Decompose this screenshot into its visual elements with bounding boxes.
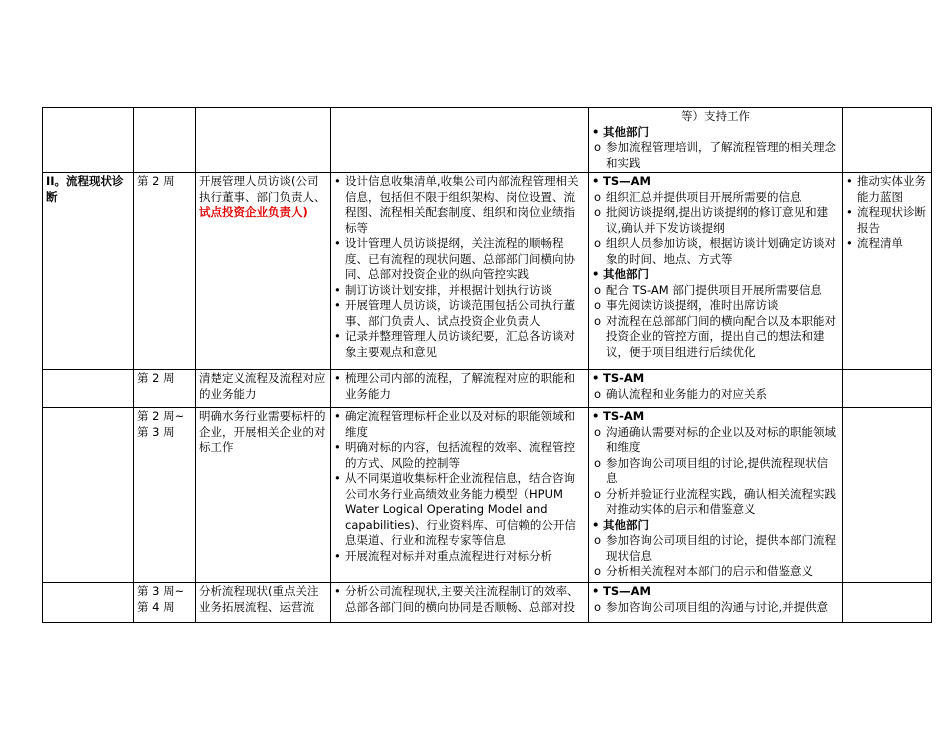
activities-cell <box>331 583 589 623</box>
task-highlight: 试点投资企业负责人) <box>199 205 308 219</box>
deliverable-cell <box>843 408 932 583</box>
deliverable-list <box>846 174 928 252</box>
group-title: • 其他部门 <box>592 125 839 141</box>
task-cell: 分析流程现状(重点关注业务拓展流程、运营流 <box>196 583 331 623</box>
list-item: • 开展流程对标并对重点流程进行对标分析 <box>334 549 585 565</box>
deliverable-cell <box>843 583 932 623</box>
week-cell: 第 3 周~第 4 周 <box>134 583 196 623</box>
activity-list <box>334 409 585 564</box>
phase-cell <box>43 370 134 408</box>
activity-list <box>334 371 585 402</box>
task-cell <box>196 108 331 173</box>
task-text: 开展管理人员访谈(公司执行董事、部门负责人、 <box>199 174 326 204</box>
list-item: o 事先阅读访谈提纲，准时出席访谈 <box>592 298 839 314</box>
list-item: • 分析公司流程现状,主要关注流程制订的效率、总部各部门间的横向协同是否顺畅、总部对投 <box>334 584 585 615</box>
responsibility-cell <box>589 173 843 370</box>
list-item: o 分析相关流程对本部门的启示和借鉴意义 <box>592 564 839 580</box>
group-items <box>592 533 839 580</box>
list-item: o 参加咨询公司项目组的讨论，提供本部门流程现状信息 <box>592 533 839 564</box>
activities-cell <box>331 408 589 583</box>
deliverable-cell <box>843 370 932 408</box>
phase-cell <box>43 583 134 623</box>
list-item: o 沟通确认需要对标的企业以及对标的职能领域和维度 <box>592 425 839 456</box>
table-row <box>43 408 932 583</box>
project-plan-table <box>42 107 932 623</box>
list-item: • 设计信息收集清单,收集公司内部流程管理相关信息，包括但不限于组织架构、岗位设置、流程图、流程相关配套制度、组织和岗位业绩指标等 <box>334 174 585 236</box>
group-title: • 其他部门 <box>592 267 839 283</box>
group-items <box>592 283 839 361</box>
list-item: o 参加咨询公司项目组的讨论,提供流程现状信息 <box>592 456 839 487</box>
group-items <box>592 600 839 616</box>
group-title: • TS-AM <box>592 409 839 425</box>
list-item: • 开展管理人员访谈，访谈范围包括公司执行董事、部门负责人、试点投资企业负责人 <box>334 298 585 329</box>
table-row <box>43 370 932 408</box>
list-item: o 参加咨询公司项目组的沟通与讨论,并提供意 <box>592 600 839 616</box>
group-title: • TS-AM <box>592 371 839 387</box>
week-cell <box>134 108 196 173</box>
table-row <box>43 108 932 173</box>
list-item: • 推动实体业务能力蓝图 <box>846 174 928 205</box>
list-item: o 批阅访谈提纲,提出访谈提纲的修订意见和建议,确认并下发访谈提纲 <box>592 205 839 236</box>
group-title: • TS—AM <box>592 174 839 190</box>
task-cell <box>196 173 331 370</box>
list-item: • 梳理公司内部的流程，了解流程对应的职能和业务能力 <box>334 371 585 402</box>
list-item: o 分析并验证行业流程实践，确认相关流程实践对推动实体的启示和借鉴意义 <box>592 487 839 518</box>
list-item: o 确认流程和业务能力的对应关系 <box>592 387 839 403</box>
phase-cell <box>43 173 134 370</box>
list-item: • 明确对标的内容，包括流程的效率、流程管控的方式、风险的控制等 <box>334 440 585 471</box>
phase-cell <box>43 408 134 583</box>
list-item: o 组织汇总并提供项目开展所需要的信息 <box>592 190 839 206</box>
phase-title: II。流程现状诊断 <box>46 174 124 204</box>
activities-cell <box>331 173 589 370</box>
list-item: • 确定流程管理标杆企业以及对标的职能领域和维度 <box>334 409 585 440</box>
list-item: o 组织人员参加访谈，根据访谈计划确定访谈对象的时间、地点、方式等 <box>592 236 839 267</box>
group-title: • TS—AM <box>592 584 839 600</box>
week-cell: 第 2 周~第 3 周 <box>134 408 196 583</box>
continued-text: 等）支持工作 <box>681 109 750 123</box>
table-row <box>43 583 932 623</box>
week-cell: 第 2 周 <box>134 173 196 370</box>
week-cell: 第 2 周 <box>134 370 196 408</box>
group-items <box>592 387 839 403</box>
group-items <box>592 190 839 268</box>
responsibility-cell <box>589 583 843 623</box>
list-item: • 从不同渠道收集标杆企业流程信息，结合咨询公司水务行业高绩效业务能力模型（HPUM Water Logical Operating Model and capabilities)、行业资料库、可信赖的公开信息渠道、行业和流程专家等信息 <box>334 471 585 549</box>
activities-cell <box>331 108 589 173</box>
activities-cell <box>331 370 589 408</box>
group-items <box>592 425 839 518</box>
responsibility-cell <box>589 370 843 408</box>
list-item: o 配合 TS-AM 部门提供项目开展所需要信息 <box>592 283 839 299</box>
activity-list <box>334 174 585 360</box>
group-title: • 其他部门 <box>592 518 839 534</box>
list-item: o 参加流程管理培训，了解流程管理的相关理念和实践 <box>592 140 839 171</box>
list-item: o 对流程在总部部门间的横向配合以及本职能对投资企业的管控方面，提出自己的想法和建议，便于项目组进行后续优化 <box>592 314 839 361</box>
group-items <box>592 140 839 171</box>
task-cell: 明确水务行业需要标杆的企业，开展相关企业的对标工作 <box>196 408 331 583</box>
deliverable-cell <box>843 108 932 173</box>
list-item: • 制订访谈计划安排，并根据计划执行访谈 <box>334 283 585 299</box>
table-row <box>43 173 932 370</box>
list-item: • 流程清单 <box>846 236 928 252</box>
responsibility-cell <box>589 408 843 583</box>
list-item: • 设计管理人员访谈提纲，关注流程的顺畅程度、已有流程的现状问题、总部部门间横向协同、总部对投资企业的纵向管控实践 <box>334 236 585 283</box>
responsibility-cell <box>589 108 843 173</box>
activity-list <box>334 584 585 615</box>
phase-cell <box>43 108 134 173</box>
task-cell: 清楚定义流程及流程对应的业务能力 <box>196 370 331 408</box>
list-item: • 记录并整理管理人员访谈纪要，汇总各访谈对象主要观点和意见 <box>334 329 585 360</box>
list-item: • 流程现状诊断报告 <box>846 205 928 236</box>
deliverable-cell <box>843 173 932 370</box>
